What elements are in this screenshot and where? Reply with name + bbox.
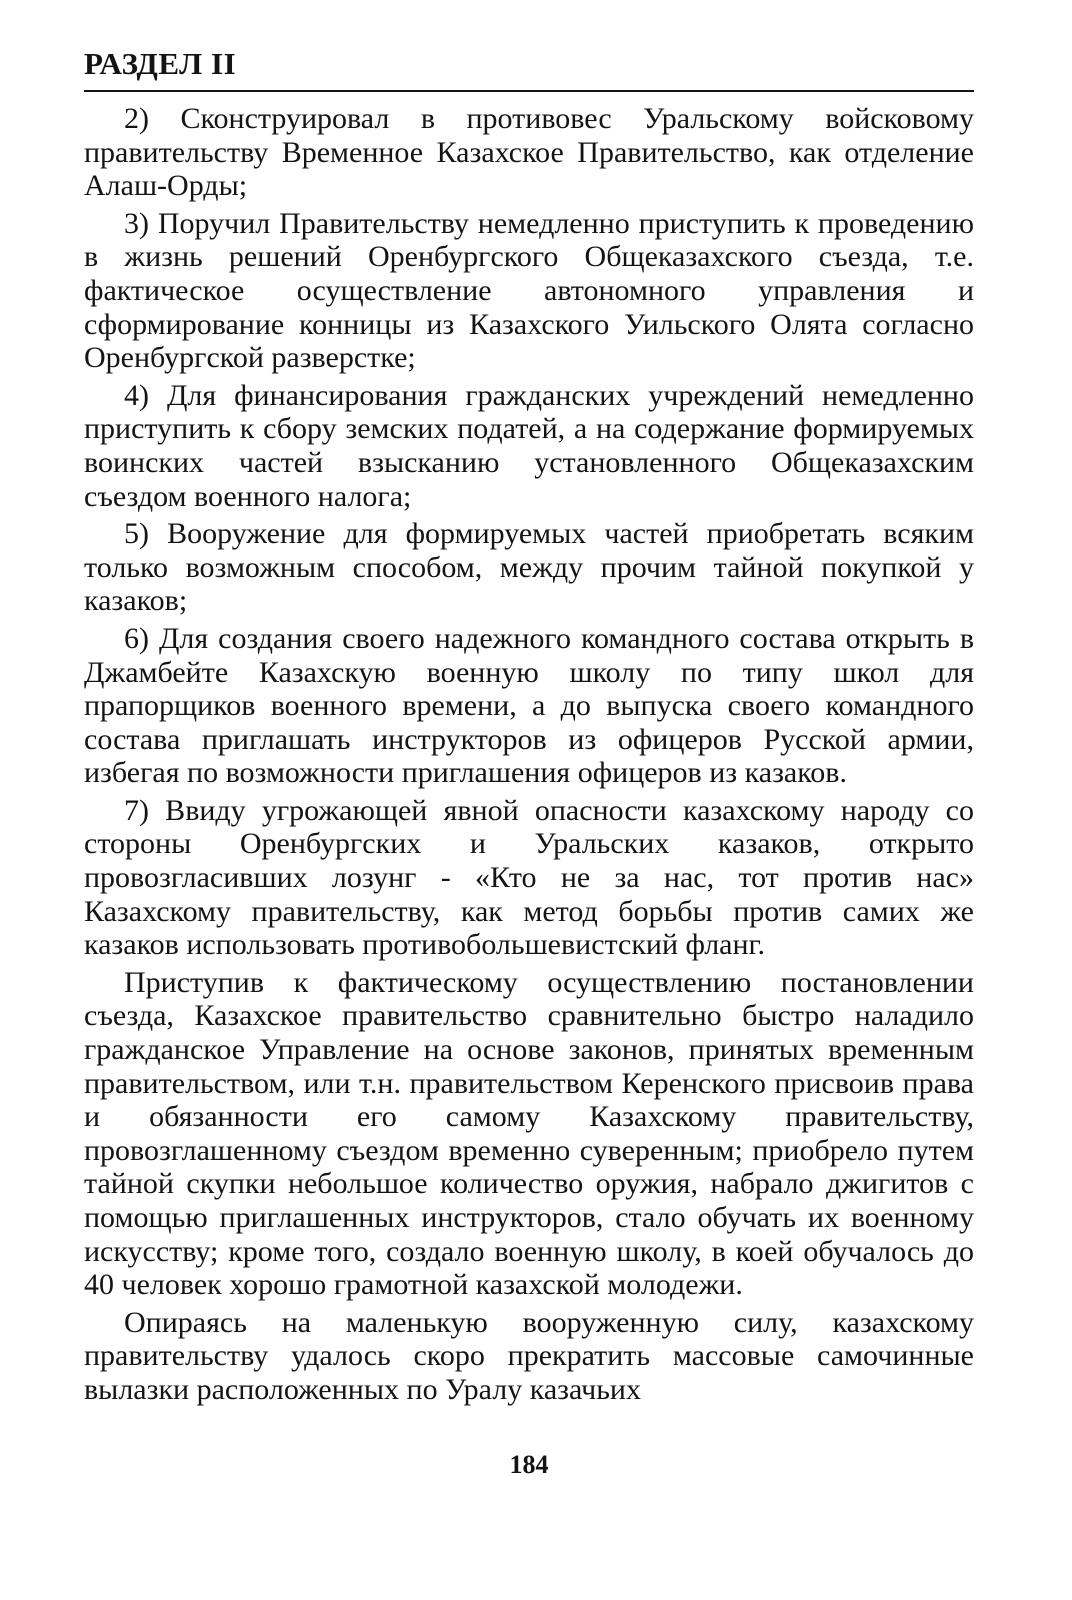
list-item-7: 7) Ввиду угрожающей явной опасности казахскому народу со стороны Оренбургских и Уральских казаков, открыто провозгласивших лозунг - «Кто не за нас, тот против нас» Казахскому правительству, как метод борьбы против самих же казаков использовать противобольшевистский фланг.	[84, 793, 974, 962]
body-paragraph: Приступив к фактическому осуществлению постановлении съезда, Казахское правительство сравнительно быстро наладило гражданское Управление на основе законов, принятых временным правительством, или т.н. правительством Керенского присвоив права и обязанности его самому Казахскому правительству, провозглашенному съездом временно суверенным; приобрело путем тайной скупки небольшое количество оружия, набрало джигитов с помощью приглашенных инструкторов, стало обучать их военному искусству; кроме того, создало военную школу, в коей обучалось до 40 человек хорошо грамотной казахской молодежи.	[84, 965, 974, 1302]
list-item-5: 5) Вооружение для формируемых частей приобретать всяким только возможным способом, между прочим тайной покупкой у казаков;	[84, 517, 974, 618]
section-title: РАЗДЕЛ II	[84, 46, 237, 81]
body-paragraph: Опираясь на маленькую вооруженную силу, казахскому правительству удалось скоро прекратить массовые самочинные вылазки расположенных по Уралу казачьих	[84, 1305, 974, 1406]
page-number: 184	[509, 1450, 549, 1479]
book-page	[84, 38, 974, 1568]
body-text	[84, 102, 974, 1407]
list-item-2: 2) Сконструировал в противовес Уральскому войсковому правительству Временное Казахское Правительство, как отделение Алаш-Орды;	[84, 102, 974, 203]
list-item-4: 4) Для финансирования гражданских учреждений немедленно приступить к сбору земских податей, а на содержание формируемых воинских частей взысканию установленного Общеказахским съездом военного налога;	[84, 378, 974, 513]
list-item-6: 6) Для создания своего надежного командного состава открыть в Джамбейте Казахскую военную школу по типу школ для прапорщиков военного времени, а до выпуска своего командного состава приглашать инструкторов из офицеров Русской армии, избегая по возможности приглашения офицеров из казаков.	[84, 621, 974, 790]
list-item-3: 3) Поручил Правительству немедленно приступить к проведению в жизнь решений Оренбургского Общеказахского съезда, т.е. фактическое осуществление автономного управления и сформирование конницы из Казахского Уильского Олята согласно Оренбургской разверстке;	[84, 206, 974, 375]
running-header	[84, 38, 974, 92]
